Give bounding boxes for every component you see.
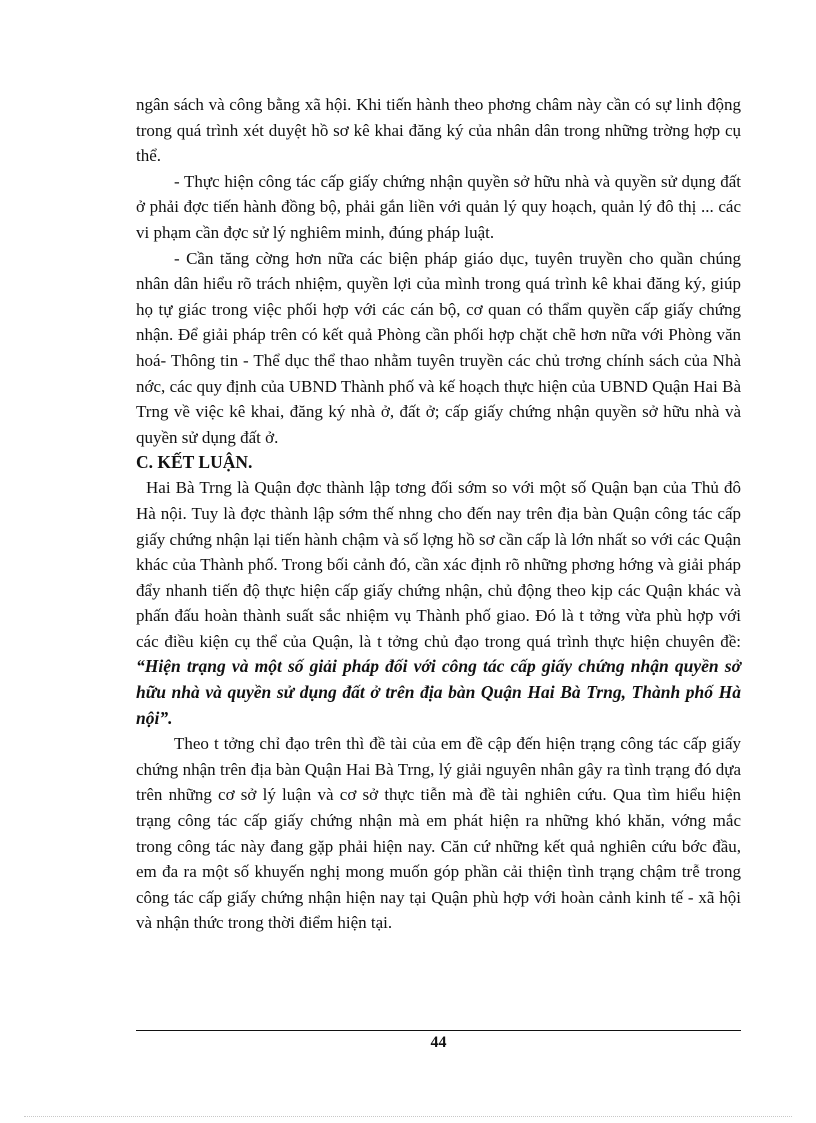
footer-divider: [136, 1030, 741, 1031]
page-number: 44: [430, 1034, 447, 1051]
page-body: [136, 92, 741, 936]
section-heading-conclusion: C. KẾT LUẬN.: [136, 452, 253, 473]
recommendation-paragraph-2: - Cần tăng cờng hơn nữa các biện pháp giáo dục, tuyên truyền cho quần chúng nhân dân hiểu rõ trách nhiệm, quyền lợi của mình trong quá trình kê khai đăng ký, giúp họ tự giác trong việc phối hợp với các cán bộ, cơ quan có thẩm quyền cấp giấy chứng nhận. Để giải pháp trên có kết quả Phòng cần phối hợp chặt chẽ hơn nữa với Phòng văn hoá- Thông tin - Thể dục thể thao nhằm tuyên truyền các chủ trơng chính sách của Nhà nớc, các quy định của UBND Thành phố và kế hoạch thực hiện của UBND Quận Hai Bà Trng về việc kê khai, đăng ký nhà ở, đất ở; cấp giấy chứng nhận quyền sở hữu nhà và quyền sử dụng đất ở.: [136, 248, 741, 447]
bottom-margin-dotted-line: [24, 1116, 792, 1117]
thesis-title-quote: “Hiện trạng và một số giải pháp đối với công tác cấp giấy chứng nhận quyền sở hữu nhà và quyền sử dụng đất ở trên địa bàn Quận Hai Bà Trng, Thành phố Hà nội”.: [136, 656, 741, 728]
conclusion-paragraph-1-text: Hai Bà Trng là Quận đợc thành lập tơng đối sớm so với một số Quận bạn của Thủ đô Hà nội. Tuy là đợc thành lập sớm thế nhng cho đến nay trên địa bàn Quận công tác cấp giấy chứng nhận lại tiến hành chậm và số lợng hồ sơ cần cấp là lớn nhất so với các Quận khác của Thành phố. Trong bối cảnh đó, cần xác định rõ những phơng hớng và giải pháp đẩy nhanh tiến độ thực hiện cấp giấy chứng nhận, chủ động theo kịp các Quận khác và phấn đấu hoàn thành suất sắc nhiệm vụ Thành phố giao. Đó là t tởng vừa phù hợp với các điều kiện cụ thể của Quận, là t tởng chủ đạo trong quá trình thực hiện chuyên đề:: [136, 478, 741, 651]
recommendation-paragraph-1: - Thực hiện công tác cấp giấy chứng nhận quyền sở hữu nhà và quyền sử dụng đất ở phải đợc tiến hành đồng bộ, phải gắn liền với quản lý quy hoạch, quản lý đô thị ... các vi phạm cần đợc sử lý nghiêm minh, đúng pháp luật.: [136, 171, 741, 242]
paragraph-continuation: ngân sách và công bằng xã hội. Khi tiến hành theo phơng châm này cần có sự linh động trong quá trình xét duyệt hồ sơ kê khai đăng ký của nhân dân trong những trờng hợp cụ thể.: [136, 95, 741, 166]
conclusion-paragraph-1: [136, 475, 741, 731]
conclusion-paragraph-2: Theo t tởng chỉ đạo trên thì đề tài của em đề cập đến hiện trạng công tác cấp giấy chứng nhận trên địa bàn Quận Hai Bà Trng, lý giải nguyên nhân gây ra tình trạng đó dựa trên những cơ sở lý luận và cơ sở thực tiễn mà đề tài nghiên cứu. Qua tìm hiểu hiện trạng công tác cấp giấy chứng nhận mà em phát hiện ra những khó khăn, vớng mắc trong công tác này đang gặp phải hiện nay. Căn cứ những kết quả nghiên cứu bớc đầu, em đa ra một số khuyến nghị mong muốn góp phần cải thiện tình trạng chậm trễ trong công tác cấp giấy chứng nhận hiện nay tại Quận phù hợp với hoàn cảnh kinh tế - xã hội và nhận thức trong thời điểm hiện tại.: [136, 734, 741, 933]
